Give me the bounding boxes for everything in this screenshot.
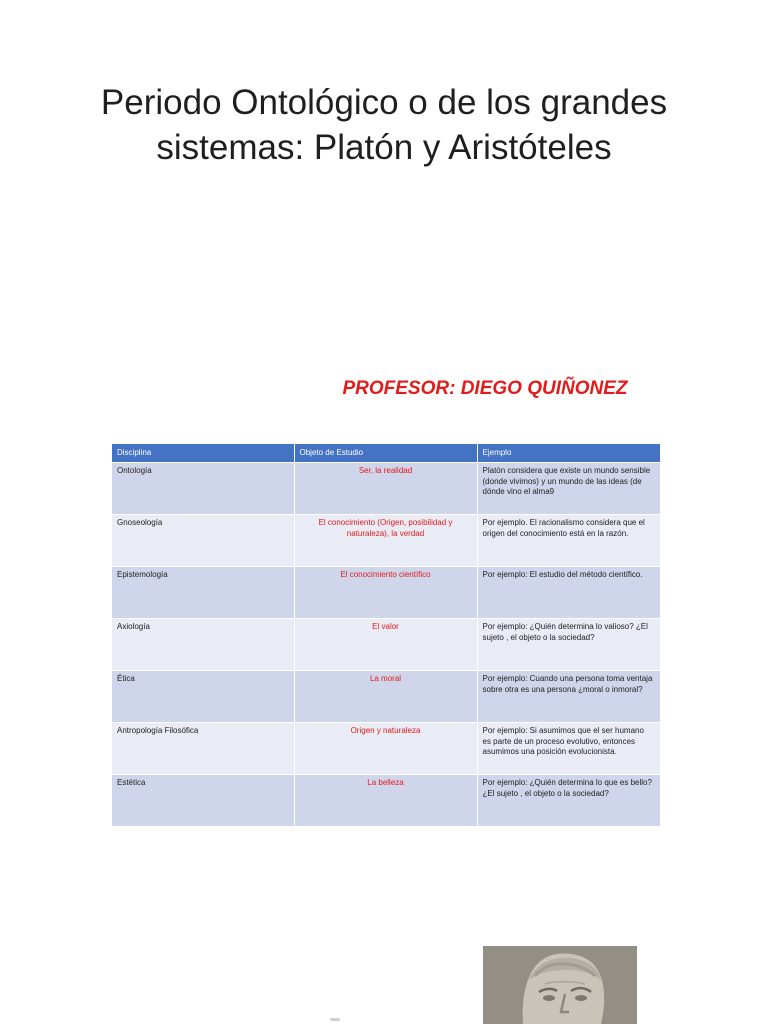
table-row <box>112 671 660 723</box>
table-row <box>112 619 660 671</box>
cell-discipline: Epistemología <box>112 567 294 619</box>
cell-example: Por ejemplo: El estudio del método científico. <box>477 567 660 619</box>
table-row <box>112 567 660 619</box>
cell-discipline: Estética <box>112 775 294 827</box>
cell-object: El conocimiento (Origen, posibilidad y naturaleza), la verdad <box>294 515 477 567</box>
cell-object: El conocimiento científico <box>294 567 477 619</box>
decorative-mark <box>330 1018 340 1021</box>
table-row <box>112 775 660 827</box>
cell-object: Origen y naturaleza <box>294 723 477 775</box>
cell-object: La belleza <box>294 775 477 827</box>
cell-discipline: Ontología <box>112 463 294 515</box>
header-objeto-de-estudio: Objeto de Estudio <box>294 444 477 463</box>
cell-object: El valor <box>294 619 477 671</box>
cell-example: Platón considera que existe un mundo sensible (donde vivimos) y un mundo de las ideas (de dónde vino el alma9 <box>477 463 660 515</box>
cell-discipline: Axiología <box>112 619 294 671</box>
header-ejemplo: Ejemplo <box>477 444 660 463</box>
statue-bust-icon <box>483 946 637 1024</box>
table-row <box>112 723 660 775</box>
cell-discipline: Gnoseología <box>112 515 294 567</box>
discipline-table <box>112 444 661 826</box>
table-header-row <box>112 444 660 463</box>
cell-object: Ser, la realidad <box>294 463 477 515</box>
slide-title: Periodo Ontológico o de los grandes sistemas: Platón y Aristóteles <box>100 83 668 167</box>
cell-discipline: Ética <box>112 671 294 723</box>
discipline-table-container <box>112 444 660 826</box>
cell-example: Por ejemplo. El racionalismo considera que el origen del conocimiento está en la razón. <box>477 515 660 567</box>
cell-discipline: Antropología Filosófica <box>112 723 294 775</box>
header-disciplina: Disciplina <box>112 444 294 463</box>
professor-name: PROFESOR: DIEGO QUIÑONEZ <box>342 378 628 399</box>
cell-example: Por ejemplo: Si asumimos que el ser humano es parte de un proceso evolutivo, entonces asumimos una posición evolucionista. <box>477 723 660 775</box>
table-row <box>112 515 660 567</box>
cell-example: Por ejemplo: ¿Quién determina lo que es bello? ¿El sujeto , el objeto o la sociedad? <box>477 775 660 827</box>
cell-object: La moral <box>294 671 477 723</box>
table-row <box>112 463 660 515</box>
cell-example: Por ejemplo: Cuando una persona toma ventaja sobre otra es una persona ¿moral o inmoral? <box>477 671 660 723</box>
cell-example: Por ejemplo: ¿Quién determina lo valioso? ¿El sujeto , el objeto o la sociedad? <box>477 619 660 671</box>
